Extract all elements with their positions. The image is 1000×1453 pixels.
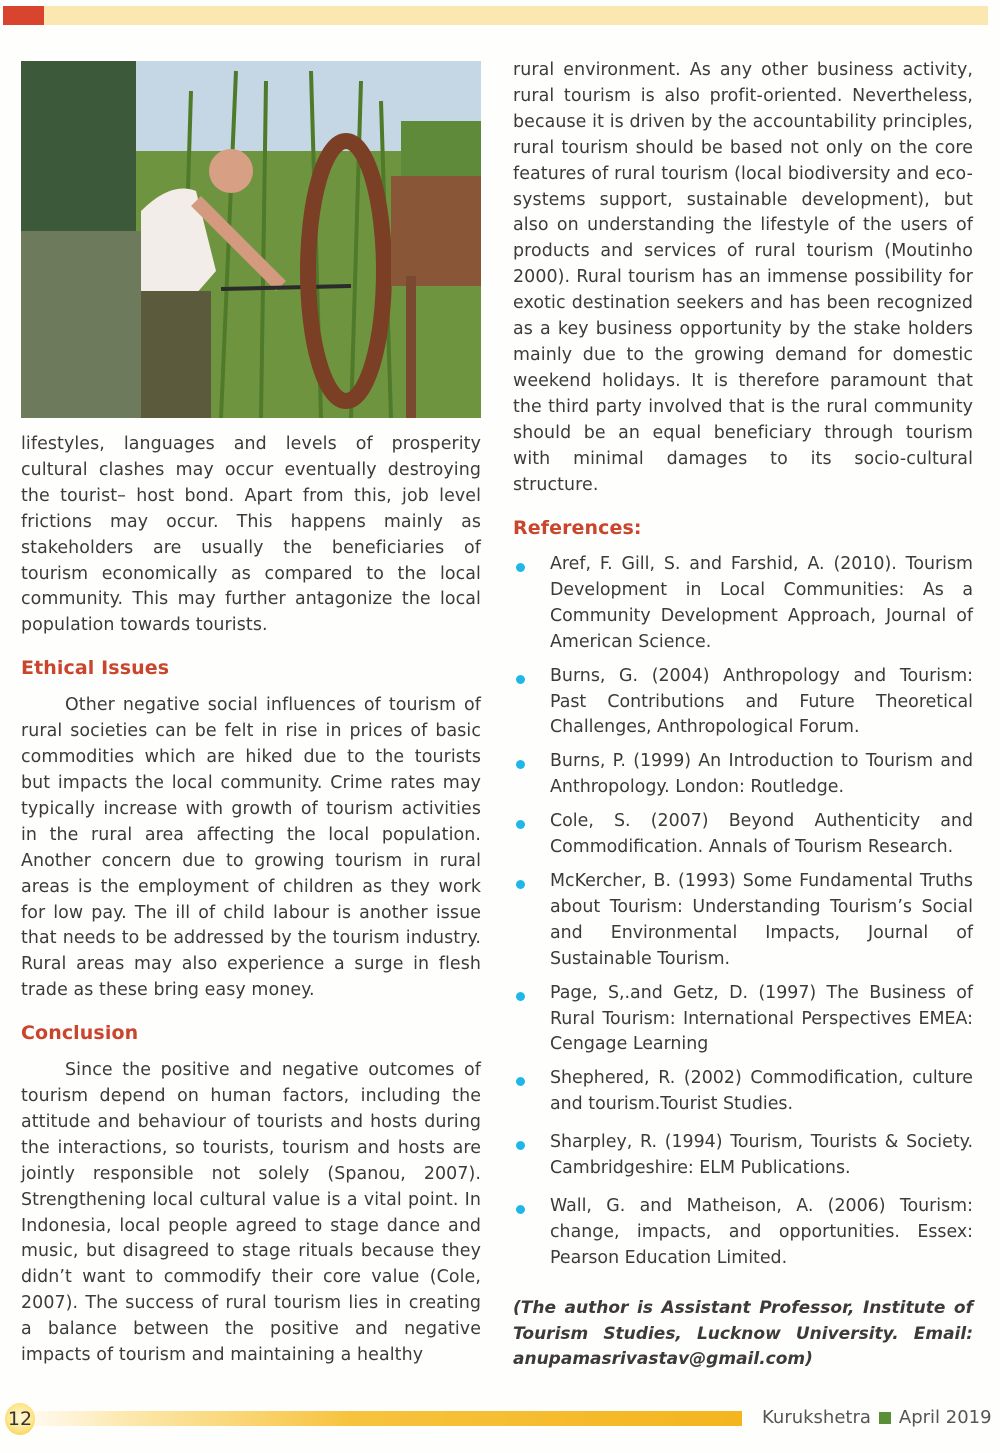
bullet-icon xyxy=(516,675,525,684)
footer-publication xyxy=(762,1407,992,1429)
header-bar xyxy=(3,6,988,25)
reference-item: McKercher, B. (1993) Some Fundamental Truths about Tourism: Understanding Tourism’s Social and Environmental Impacts, Journal of Sustainable Tourism. xyxy=(513,869,973,973)
reference-item: Burns, G. (2004) Anthropology and Tourism: Past Contributions and Future Theoretical Challenges, Anthropological Forum. xyxy=(513,664,973,742)
reference-item: Shephered, R. (2002) Commodification, culture and tourism.Tourist Studies. xyxy=(513,1066,973,1118)
bullet-icon xyxy=(516,1141,525,1150)
conclusion-paragraph: Since the positive and negative outcomes of tourism depend on human factors, including the attitude and behaviour of tourists and hosts during the interactions, so tourists, tourism and hosts are jointly responsible not solely (Spanou, 2007). Strengthening local cultural value is a vital point. In Indonesia, local people agreed to stage dance and music, but disagreed to stage rituals because they didn’t want to commodify their core value (Cole, 2007). The success of rural tourism lies in creating a balance between the positive and negative impacts of tourism and maintaining a healthy xyxy=(21,1060,481,1366)
references-heading: References: xyxy=(513,517,642,540)
reference-item: Wall, G. and Matheison, A. (2006) Tourism: change, impacts, and opportunities. Essex: Pearson Education Limited. xyxy=(513,1194,973,1272)
square-separator-icon xyxy=(879,1412,891,1424)
bullet-icon xyxy=(516,880,525,889)
reference-item: Page, S,.and Getz, D. (1997) The Business of Rural Tourism: International Perspectives EMEA: Cengage Learning xyxy=(513,981,973,1059)
reference-item: Burns, P. (1999) An Introduction to Tourism and Anthropology. London: Routledge. xyxy=(513,749,973,801)
continuation-paragraph: rural environment. As any other business activity, rural tourism is also profit-oriented. Nevertheless, because it is driven by the accountability principles, rural tourism should be based not only on the core features of rural tourism (local biodiversity and eco-systems support, sustainable development), but also on understanding the lifestyle of the users of products and services of rural tourism (Moutinho 2000). Rural tourism has an immense possibility for exotic destination seekers and has been recognized as a key business opportunity by the stake holders mainly due to the growing demand for domestic weekend holidays. It is therefore paramount that the third party involved that is the rural community should be an equal beneficiary through tourism with minimal damages to its socio-cultural structure. xyxy=(513,60,973,495)
reference-item: Cole, S. (2007) Beyond Authenticity and Commodification. Annals of Tourism Research. xyxy=(513,809,973,861)
footer-bar xyxy=(30,1411,742,1426)
bullet-icon xyxy=(516,563,525,572)
references-list xyxy=(513,552,973,1272)
conclusion-heading: Conclusion xyxy=(21,1022,139,1045)
article-photo xyxy=(21,61,481,418)
magazine-name: Kurukshetra xyxy=(762,1407,871,1428)
reference-item: Sharpley, R. (1994) Tourism, Tourists & Society. Cambridgeshire: ELM Publications. xyxy=(513,1130,973,1182)
header-accent-block xyxy=(3,6,44,25)
photo-illustration xyxy=(21,61,481,418)
bullet-icon xyxy=(516,1205,525,1214)
bullet-icon xyxy=(516,760,525,769)
ethical-issues-heading: Ethical Issues xyxy=(21,657,170,680)
bullet-icon xyxy=(516,992,525,1001)
ethical-issues-paragraph: Other negative social influences of tourism of rural societies can be felt in rise in prices of basic commodities which are hiked due to the tourists but impacts the local community. Crime rates may typically increase with growth of tourism activities in the rural area affecting the local population. Another concern due to growing tourism in rural areas is the employment of children as they work for low pay. The ill of child labour is another issue that needs to be addressed by the tourism industry. Rural areas may also experience a surge in flesh trade as these bring easy money. xyxy=(21,695,481,1001)
reference-item: Aref, F. Gill, S. and Farshid, A. (2010). Tourism Development in Local Communities: As a Community Development Approach, Journal of American Science. xyxy=(513,552,973,656)
right-column xyxy=(513,58,973,540)
bullet-icon xyxy=(516,1077,525,1086)
left-column xyxy=(21,432,481,1369)
intro-paragraph: lifestyles, languages and levels of prosperity cultural clashes may occur eventually destroying the tourist– host bond. Apart from this, job level frictions may occur. This happens mainly as stakeholders are usually the beneficiaries of tourism economically as compared to the local community. This may further antagonize the local population towards tourists. xyxy=(21,434,481,636)
bullet-icon xyxy=(516,820,525,829)
author-note: (The author is Assistant Professor, Institute of Tourism Studies, Lucknow University. Email: anupamasrivastav@gmail.com) xyxy=(513,1298,973,1369)
page-number: 12 xyxy=(5,1403,35,1435)
issue-date: April 2019 xyxy=(898,1407,992,1428)
